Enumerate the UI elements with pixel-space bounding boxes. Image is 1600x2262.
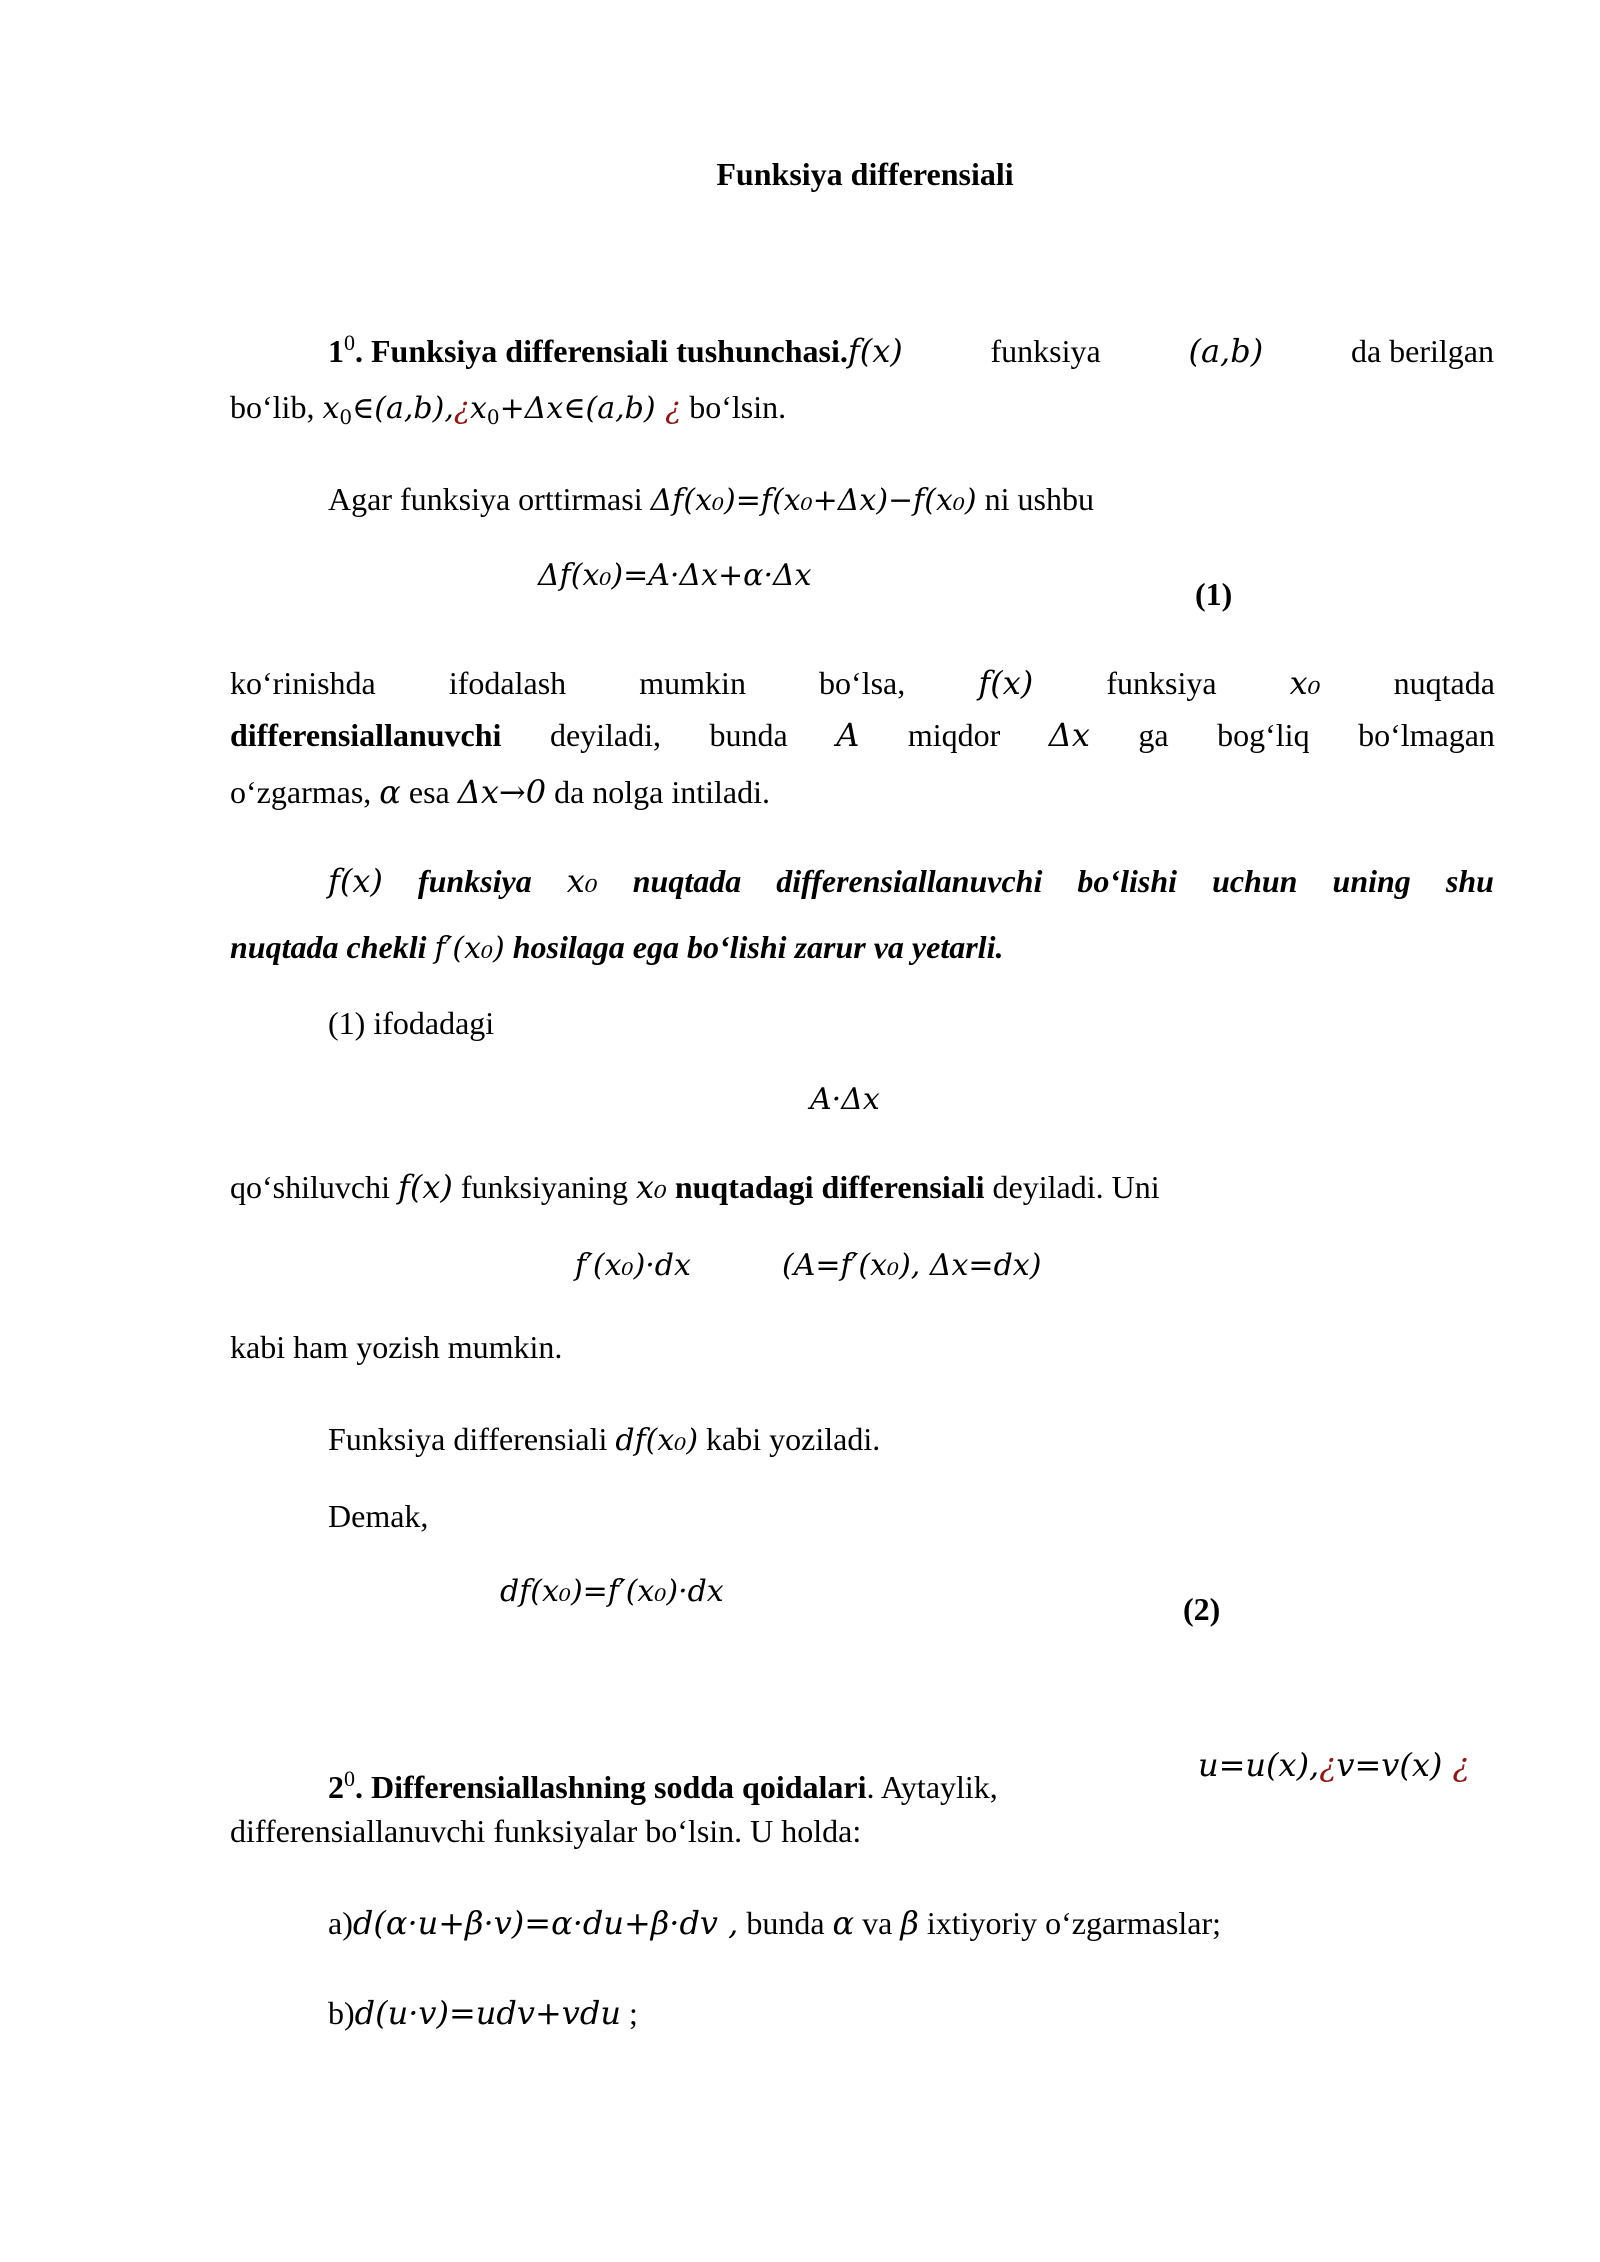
formula-fx: f(x): [978, 664, 1034, 702]
formula-a-dx: A·Δx: [810, 1082, 880, 1117]
section1-heading: [328, 324, 903, 370]
word: ko‘rinishda: [230, 665, 376, 701]
word: ga: [1138, 717, 1169, 753]
word: qo‘shiluvchi: [230, 1169, 390, 1205]
condition-line: [230, 388, 786, 436]
equation-label-1: (1): [1195, 576, 1233, 612]
word: uning: [1332, 863, 1411, 899]
word: nuqtada: [632, 863, 742, 899]
word: hosilaga ega bo‘lishi zarur va yetarli.: [512, 929, 1004, 965]
kabi-ham-line: kabi ham yozish mumkin.: [230, 1329, 563, 1365]
funksiya-word: funksiya: [990, 333, 1101, 369]
word: bo‘lishi: [1077, 863, 1177, 899]
missing-char-glyph: ¿: [1319, 1746, 1337, 1784]
word: da nolga intiladi.: [554, 774, 771, 810]
formula-fx: f(x): [397, 1168, 453, 1206]
word: va: [862, 1905, 893, 1941]
bolib-text: bo‘lib,: [230, 389, 315, 425]
word: ifodalash: [448, 665, 567, 701]
formula-interval: (a,b): [1188, 332, 1264, 370]
word: miqdor: [907, 717, 1001, 753]
diff-funcs-line: differensiallanuvchi funksiyalar bo‘lsin. U holda:: [230, 1813, 862, 1849]
word: kabi yoziladi.: [706, 1421, 881, 1457]
degree-mark: 0: [344, 330, 355, 355]
word: differensiallanuvchi: [776, 863, 1043, 899]
word: uchun: [1212, 863, 1298, 899]
word: mumkin: [639, 665, 746, 701]
word: deyiladi,: [549, 717, 662, 753]
formula-alpha: α: [832, 1904, 855, 1942]
formula-dx: Δx: [1048, 716, 1090, 754]
word: funksiyaning: [460, 1169, 628, 1205]
equation-label-2: (2): [1183, 1591, 1221, 1627]
missing-char-glyph: ¿: [665, 391, 682, 426]
uv-formula: u=u(x),¿v=v(x) ¿: [1198, 1746, 1470, 1784]
word: funksiya: [417, 863, 532, 899]
word: bo‘lsa,: [819, 665, 906, 701]
word: nuqtada chekli: [230, 929, 427, 965]
rule-a-line: [328, 1904, 1221, 1942]
formula-A: A: [836, 716, 860, 754]
word: bog‘liq: [1217, 717, 1310, 753]
formula-fx: f(x): [847, 332, 903, 370]
word: nuqtada: [1393, 665, 1495, 701]
word: bo‘lmagan: [1358, 717, 1495, 753]
missing-char-glyph: ¿: [1452, 1746, 1470, 1784]
formula-dx-to-zero: Δx→0: [457, 773, 547, 811]
formula-paren: (A=f′(x₀), Δx=dx): [782, 1248, 1042, 1283]
word: Funksiya differensiali: [328, 1421, 608, 1457]
formula-1: Δf(x₀)=A·Δx+α·Δx: [538, 558, 812, 593]
ni-ushbu-text: ni ushbu: [984, 481, 1094, 517]
section-number: 1: [328, 333, 344, 369]
fd-line: [328, 1420, 880, 1460]
rule-b-line: [328, 1994, 638, 2032]
word: esa: [408, 774, 450, 810]
paragraph-line-a: [230, 664, 1495, 702]
word: funksiya: [1106, 665, 1217, 701]
page-title: Funksiya differensiali: [716, 156, 1014, 192]
formula-beta: β: [900, 1904, 919, 1942]
increment-line: [328, 480, 1094, 520]
paragraph-line-c: [230, 773, 770, 811]
word: nuqtadagi differensiali: [674, 1169, 985, 1205]
section1-heading-line: [328, 324, 1494, 370]
word: shu: [1445, 863, 1494, 899]
formula-alpha: α: [379, 773, 401, 811]
section-heading-text: . Funksiya differensiali tushunchasi.: [355, 333, 848, 369]
degree-mark: 0: [344, 1766, 355, 1791]
word: o‘zgarmas,: [230, 774, 372, 810]
word: ixtiyoriy o‘zgarmaslar;: [926, 1905, 1221, 1941]
theorem-line-1: [328, 862, 1494, 900]
word: differensiallanuvchi: [230, 717, 502, 753]
section2-heading-line: [328, 1760, 998, 1806]
aytaylik-text: . Aytaylik,: [866, 1769, 998, 1805]
paragraph-line-b: [230, 716, 1495, 754]
rule-label: a): [328, 1905, 353, 1941]
word: deyiladi. Uni: [992, 1169, 1160, 1205]
formula-2: df(x₀)=f′(x₀)·dx: [500, 1574, 724, 1609]
punctuation: ;: [628, 1995, 638, 2031]
ifodadagi-line: (1) ifodadagi: [328, 1005, 495, 1041]
formula-df-x0: df(x₀): [615, 1423, 699, 1458]
theorem-line-2: [230, 928, 1003, 968]
missing-char-glyph: ¿: [453, 391, 470, 426]
word: bunda: [709, 717, 788, 753]
qoshiluvchi-line: [230, 1168, 1160, 1206]
word: bunda: [746, 1905, 825, 1941]
section-number: 2: [328, 1769, 344, 1805]
formula-fprime: f′(x₀): [434, 931, 505, 966]
formula-x0: x₀: [1289, 664, 1321, 702]
formula-rule-a: d(α·u+β·v)=α·du+β·dv ,: [352, 1904, 739, 1942]
formula-fprime-dx: f′(x₀)·dx: [575, 1248, 691, 1283]
bolsin-text: bo‘lsin.: [689, 389, 787, 425]
da-berilgan: da berilgan: [1350, 333, 1494, 369]
formula-rule-b: d(u·v)=udv+vdu: [354, 1994, 621, 2032]
formula-fx: f(x): [328, 862, 383, 900]
demak-line: Demak,: [328, 1498, 429, 1534]
rule-label: b): [328, 1995, 355, 2031]
formula-x0: x₀: [566, 862, 598, 900]
increment-formula: Δf(x₀)=f(x₀+Δx)−f(x₀): [650, 483, 977, 518]
formula-x0: x₀: [635, 1168, 667, 1206]
agar-text: Agar funksiya orttirmasi: [328, 481, 643, 517]
section-heading-text: . Differensiallashning sodda qoidalari: [355, 1769, 867, 1805]
condition-formula: $x_0\in(a,b),¿x_0+\Delta x\in(a,b)$ ¿: [322, 391, 682, 429]
